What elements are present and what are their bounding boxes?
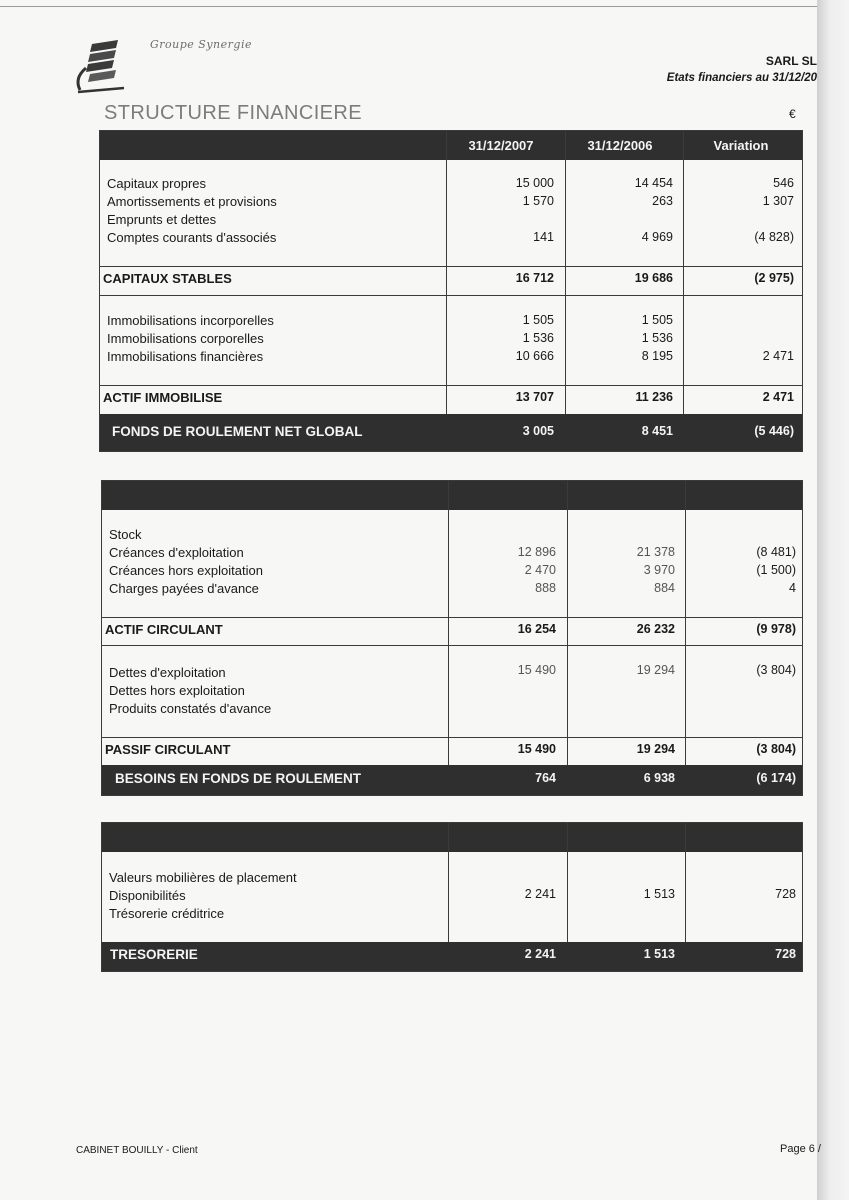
result-label: BESOINS EN FONDS DE ROULEMENT bbox=[115, 771, 362, 786]
row-label: Disponibilités bbox=[109, 888, 186, 903]
total-variation: (9 978) bbox=[756, 622, 796, 636]
row-divider bbox=[102, 617, 802, 618]
cell-2007: 1 536 bbox=[522, 331, 554, 345]
cell-2006: 1 536 bbox=[641, 331, 673, 345]
table-besoins-fonds-de-roulement bbox=[101, 480, 803, 796]
total-label: ACTIF CIRCULANT bbox=[105, 622, 223, 637]
cell-2006: 14 454 bbox=[634, 176, 673, 190]
cell-2006: 4 969 bbox=[641, 230, 673, 244]
total-variation: 2 471 bbox=[762, 390, 794, 404]
cell-2007: 141 bbox=[533, 230, 554, 244]
total-label: PASSIF CIRCULANT bbox=[105, 742, 231, 757]
cell-2006: 8 195 bbox=[641, 349, 673, 363]
row-label: Créances hors exploitation bbox=[109, 563, 263, 578]
row-label: Produits constatés d'avance bbox=[109, 701, 272, 716]
table-tresorerie bbox=[101, 822, 803, 972]
total-2006: 11 236 bbox=[635, 390, 673, 404]
total-2006: 26 232 bbox=[636, 622, 675, 636]
cell-variation: 1 307 bbox=[762, 194, 794, 208]
result-variation: 728 bbox=[775, 947, 796, 961]
cell-2007: 1 570 bbox=[522, 194, 554, 208]
result-2006: 1 513 bbox=[643, 947, 675, 961]
footer-page-number: Page 6 / bbox=[780, 1143, 821, 1155]
brand-name: Groupe Synergie bbox=[150, 38, 252, 51]
result-2007: 764 bbox=[535, 771, 556, 785]
row-divider bbox=[100, 266, 802, 267]
table-fonds-de-roulement bbox=[99, 130, 803, 452]
cell-variation: 728 bbox=[775, 887, 796, 901]
row-label: Immobilisations incorporelles bbox=[107, 313, 274, 328]
cell-2006: 263 bbox=[652, 194, 673, 208]
cell-2006: 884 bbox=[654, 581, 675, 595]
column-header-2006: 31/12/2006 bbox=[587, 138, 653, 153]
row-label: Emprunts et dettes bbox=[107, 212, 217, 227]
cell-variation: (1 500) bbox=[756, 563, 796, 577]
result-2007: 2 241 bbox=[524, 947, 556, 961]
result-2006: 8 451 bbox=[641, 424, 673, 438]
cell-variation: (8 481) bbox=[756, 545, 796, 559]
total-variation: (3 804) bbox=[756, 742, 796, 756]
cell-2007: 15 490 bbox=[517, 663, 556, 677]
cell-2007: 12 896 bbox=[517, 545, 556, 559]
row-divider bbox=[102, 645, 802, 646]
result-2007: 3 005 bbox=[522, 424, 554, 438]
company-name: SARL SL bbox=[765, 54, 817, 68]
total-2007: 16 254 bbox=[517, 622, 556, 636]
total-2007: 13 707 bbox=[515, 390, 554, 404]
cell-2007: 2 470 bbox=[524, 563, 556, 577]
cell-variation: (3 804) bbox=[756, 663, 796, 677]
cell-2006: 1 505 bbox=[641, 313, 673, 327]
result-variation: (5 446) bbox=[754, 424, 794, 438]
cell-2007: 1 505 bbox=[522, 313, 554, 327]
cell-variation: 546 bbox=[773, 176, 794, 190]
currency-symbol: € bbox=[789, 107, 796, 121]
document-subtitle: Etats financiers au 31/12/20 bbox=[666, 72, 817, 84]
row-label: Dettes hors exploitation bbox=[109, 683, 245, 698]
result-2006: 6 938 bbox=[643, 771, 675, 785]
row-label: Stock bbox=[109, 527, 142, 542]
cell-variation: (4 828) bbox=[754, 230, 794, 244]
cell-variation: 4 bbox=[789, 581, 796, 595]
table-header-band bbox=[102, 481, 802, 510]
cell-variation: 2 471 bbox=[762, 349, 794, 363]
row-divider bbox=[100, 295, 802, 296]
company-logo-icon bbox=[72, 38, 132, 98]
cell-2007: 2 241 bbox=[524, 887, 556, 901]
total-2007: 16 712 bbox=[515, 271, 554, 285]
table-header-band bbox=[102, 823, 802, 852]
cell-2006: 21 378 bbox=[636, 545, 675, 559]
row-label: Charges payées d'avance bbox=[109, 581, 259, 596]
cell-2006: 1 513 bbox=[643, 887, 675, 901]
row-label: Trésorerie créditrice bbox=[109, 906, 225, 921]
cell-2007: 10 666 bbox=[515, 349, 554, 363]
result-label: TRESORERIE bbox=[110, 947, 198, 962]
cell-2006: 3 970 bbox=[643, 563, 675, 577]
cell-2007: 888 bbox=[535, 581, 556, 595]
total-label: CAPITAUX STABLES bbox=[103, 271, 232, 286]
page-title: STRUCTURE FINANCIERE bbox=[104, 102, 363, 124]
column-header-variation: Variation bbox=[713, 138, 769, 153]
total-2006: 19 686 bbox=[634, 271, 673, 285]
total-2007: 15 490 bbox=[517, 742, 556, 756]
result-label: FONDS DE ROULEMENT NET GLOBAL bbox=[112, 424, 363, 439]
row-label: Immobilisations financières bbox=[107, 349, 264, 364]
row-label: Dettes d'exploitation bbox=[109, 665, 226, 680]
row-label: Valeurs mobilières de placement bbox=[109, 870, 297, 885]
row-divider bbox=[100, 385, 802, 386]
row-label: Créances d'exploitation bbox=[109, 545, 244, 560]
cell-2006: 19 294 bbox=[636, 663, 675, 677]
result-variation: (6 174) bbox=[756, 771, 796, 785]
row-label: Amortissements et provisions bbox=[107, 194, 277, 209]
total-label: ACTIF IMMOBILISE bbox=[103, 390, 223, 405]
total-variation: (2 975) bbox=[754, 271, 794, 285]
cell-2007: 15 000 bbox=[515, 176, 554, 190]
row-label: Immobilisations corporelles bbox=[107, 331, 264, 346]
row-label: Comptes courants d'associés bbox=[107, 230, 277, 245]
row-label: Capitaux propres bbox=[107, 176, 206, 191]
row-divider bbox=[102, 737, 802, 738]
total-2006: 19 294 bbox=[636, 742, 675, 756]
footer-client: CABINET BOUILLY - Client bbox=[76, 1145, 198, 1156]
column-header-2007: 31/12/2007 bbox=[468, 138, 534, 153]
scan-edge-shadow bbox=[817, 0, 849, 1200]
top-rule bbox=[0, 6, 849, 7]
